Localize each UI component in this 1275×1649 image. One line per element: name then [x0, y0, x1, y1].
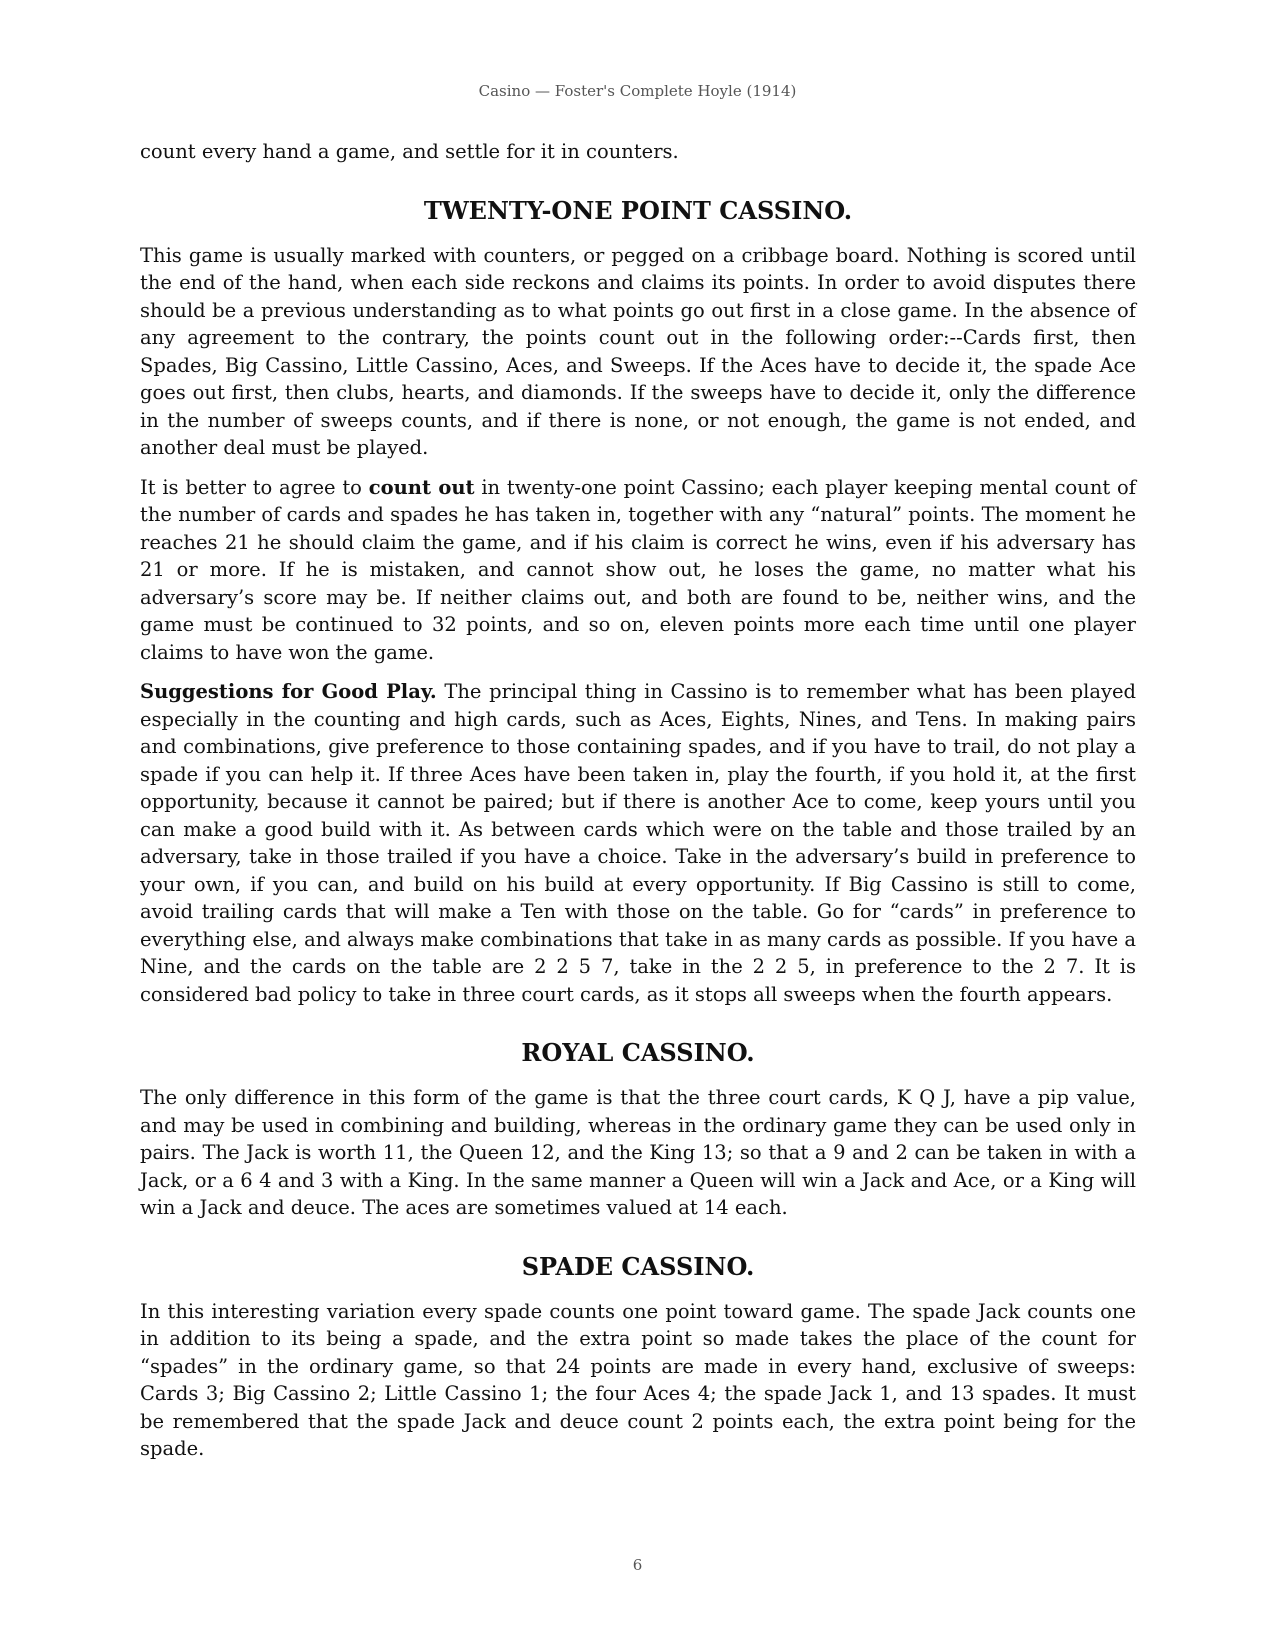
continuation-paragraph: count every hand a game, and settle for it in counters.	[140, 140, 679, 163]
section-heading-spade: SPADE CASSINO.	[521, 1251, 755, 1281]
paragraph-twenty-one-rules: This game is usually marked with counters, or pegged on a cribbage board. Nothing is scored until the end of the hand, when each side reckons and claims its points. In order to avoid disputes there should be a previous understanding as to what points go out first in a close game. In the absence of any agreement to the contrary, the points count out in the following order:--Cards first, then Spades, Big Cassino, Little Cassino, Aces, and Sweeps. If the Aces have to decide it, the spade Ace goes out first, then clubs, hearts, and diamonds. If the sweeps have to decide it, only the difference in the number of sweeps counts, and if there is none, or not enough, the game is not ended, and another deal must be played.	[140, 243, 1136, 459]
paragraph-spade: In this interesting variation every spade counts one point toward game. The spade Jack counts one in addition to its being a spade, and the extra point so made takes the place of the count for “spades” in the ordinary game, so that 24 points are made in every hand, exclusive of sweeps: Cards 3; Big Cassino 2; Little Cassino 1; the four Aces 4; the spade Jack 1, and 13 spades. It must be remembered that the spade Jack and deuce count 2 points each, the extra point being for the spade.	[140, 1299, 1136, 1460]
paragraph-royal: The only difference in this form of the game is that the three court cards, K Q J, have a pip value, and may be used in combining and building, whereas in the ordinary game they can be used only in pairs. The Jack is worth 11, the Queen 12, and the King 13; so that a 9 and 2 can be taken in with a Jack, or a 6 4 and 3 with a King. In the same manner a Queen will win a Jack and Ace, or a King will win a Jack and deuce. The aces are sometimes valued at 14 each.	[140, 1086, 1136, 1219]
bold-term-suggestions: Suggestions for Good Play.	[140, 680, 437, 703]
page-body	[140, 138, 1136, 1475]
section-heading-twenty-one-point: TWENTY-ONE POINT CASSINO.	[423, 195, 853, 225]
page-number: 6	[632, 1556, 643, 1574]
running-header: Casino — Foster's Complete Hoyle (1914)	[478, 82, 797, 100]
bold-term-count-out: count out	[368, 475, 475, 499]
paragraph-count-out	[140, 474, 1136, 667]
section-heading-royal: ROYAL CASSINO.	[521, 1038, 755, 1067]
paragraph-suggestions	[140, 678, 1136, 1008]
paragraph-text: The principal thing in Cassino is to remember what has been played especially in the counting and high cards, such as Aces, Eights, Nines, and Tens. In making pairs and combinations, give preference to those containing spades, and if you have to trail, do not play a spade if you can help it. If three Aces have been taken in, play the fourth, if you hold it, at the first opportunity, because it cannot be paired; but if there is another Ace to come, keep yours until you can make a good build with it. As between cards which were on the table and those trailed by an adversary, take in those trailed if you have a choice. Take in the adversary’s build in preference to your own, if you can, and build on his build at every opportunity. If Big Cassino is still to come, avoid trailing cards that will make a Ten with those on the table. Go for “cards” in preference to everything else, and always make combinations that take in as many cards as possible. If you have a Nine, and the cards on the table are 2 2 5 7, take in the 2 2 5, in preference to the 2 7. It is considered bad policy to take in three court cards, as it stops all sweeps when the fourth appears.	[140, 680, 1136, 1006]
paragraph-text: It is better to agree to	[140, 475, 369, 499]
paragraph-text: in twenty-one point Cassino; each player keeping mental count of the number of cards and spades he has taken in, together with any “natural” points. The moment he reaches 21 he should claim the game, and if his claim is correct he wins, even if his adversary has 21 or more. If he is mistaken, and cannot show out, he loses the game, no matter what his adversary’s score may be. If neither claims out, and both are found to be, neither wins, and the game must be continued to 32 points, and so on, eleven points more each time until one player claims to have won the game.	[140, 475, 1136, 664]
